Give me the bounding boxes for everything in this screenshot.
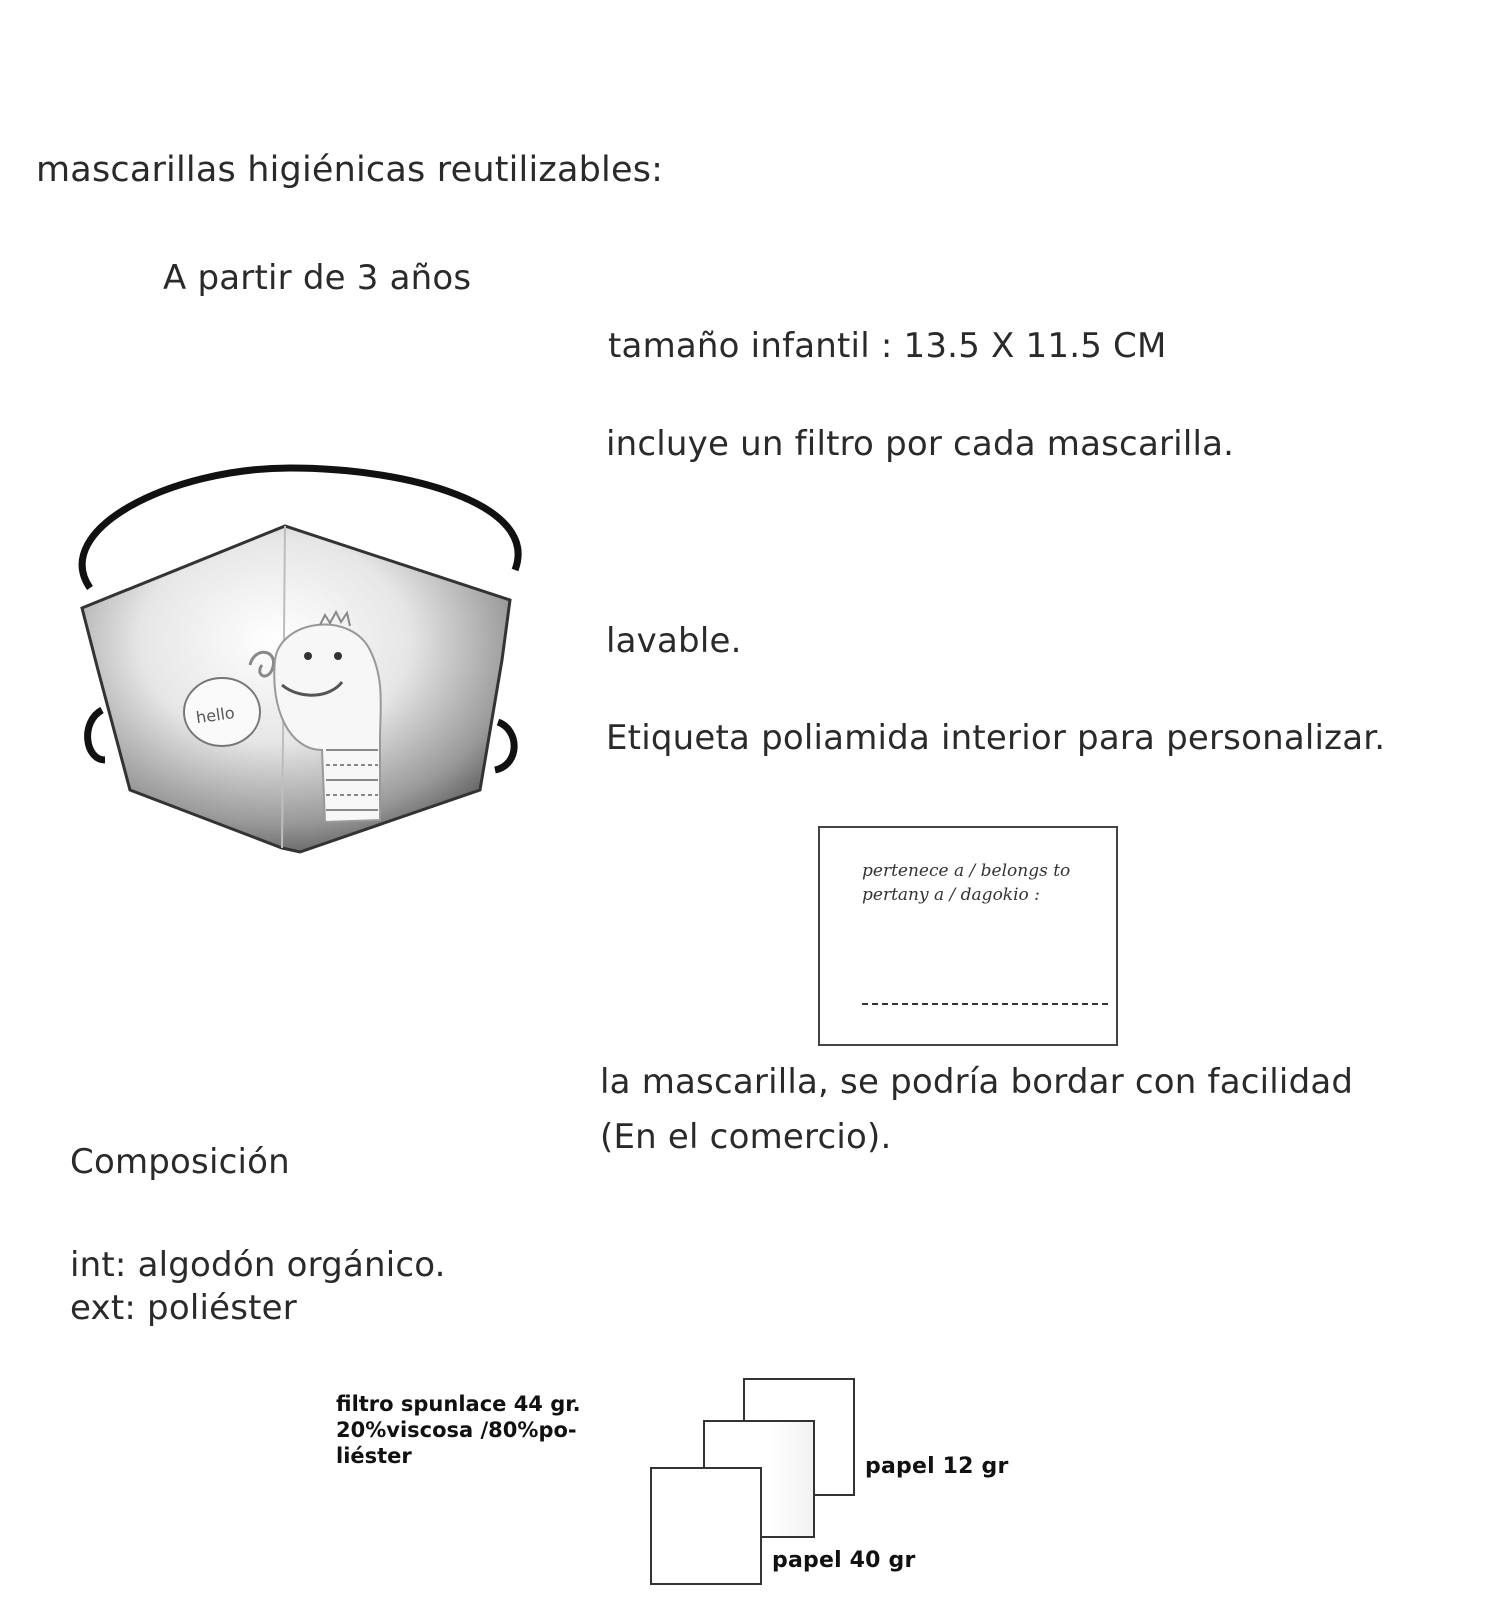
page-title: mascarillas higiénicas reutilizables: (36, 150, 664, 190)
mask-illustration (50, 460, 540, 880)
composition-title: Composición (70, 1142, 290, 1182)
filter-spec-line-2: 20%viscosa /80%po- (336, 1418, 577, 1442)
washable-text: lavable. (606, 621, 742, 661)
filter-spec (336, 1391, 581, 1469)
name-tag-box (818, 826, 1118, 1046)
composition-int: int: algodón orgánico. (70, 1245, 446, 1285)
filter-spec-line-3: liéster (336, 1444, 412, 1468)
monster-eye-right (334, 652, 342, 660)
ear-loop-right-lower (495, 722, 514, 770)
tag-handwriting-line-1: pertenece a / belongs to (862, 861, 1071, 881)
embroidery-line-1: la mascarilla, se podría bordar con facilidad (600, 1062, 1354, 1102)
paper-40-label: papel 40 gr (772, 1548, 916, 1573)
mask-print-text: hello (194, 703, 236, 728)
filter-spec-line-1: filtro spunlace 44 gr. (336, 1392, 581, 1416)
tag-handwriting-line-2: pertany a / dagokio : (862, 885, 1040, 905)
monster-eye-left (304, 652, 312, 660)
embroidery-line-2: (En el comercio). (600, 1117, 892, 1157)
paper-12-label: papel 12 gr (865, 1454, 1009, 1479)
size-text: tamaño infantil : 13.5 X 11.5 CM (608, 326, 1167, 366)
ear-loop-left-lower (88, 710, 105, 760)
label-info-text: Etiqueta poliamida interior para personalizar. (606, 718, 1386, 758)
filter-included-text: incluye un filtro por cada mascarilla. (606, 424, 1235, 464)
composition-ext: ext: poliéster (70, 1288, 297, 1328)
filter-layer-front (650, 1467, 762, 1585)
age-text: A partir de 3 años (163, 258, 472, 298)
